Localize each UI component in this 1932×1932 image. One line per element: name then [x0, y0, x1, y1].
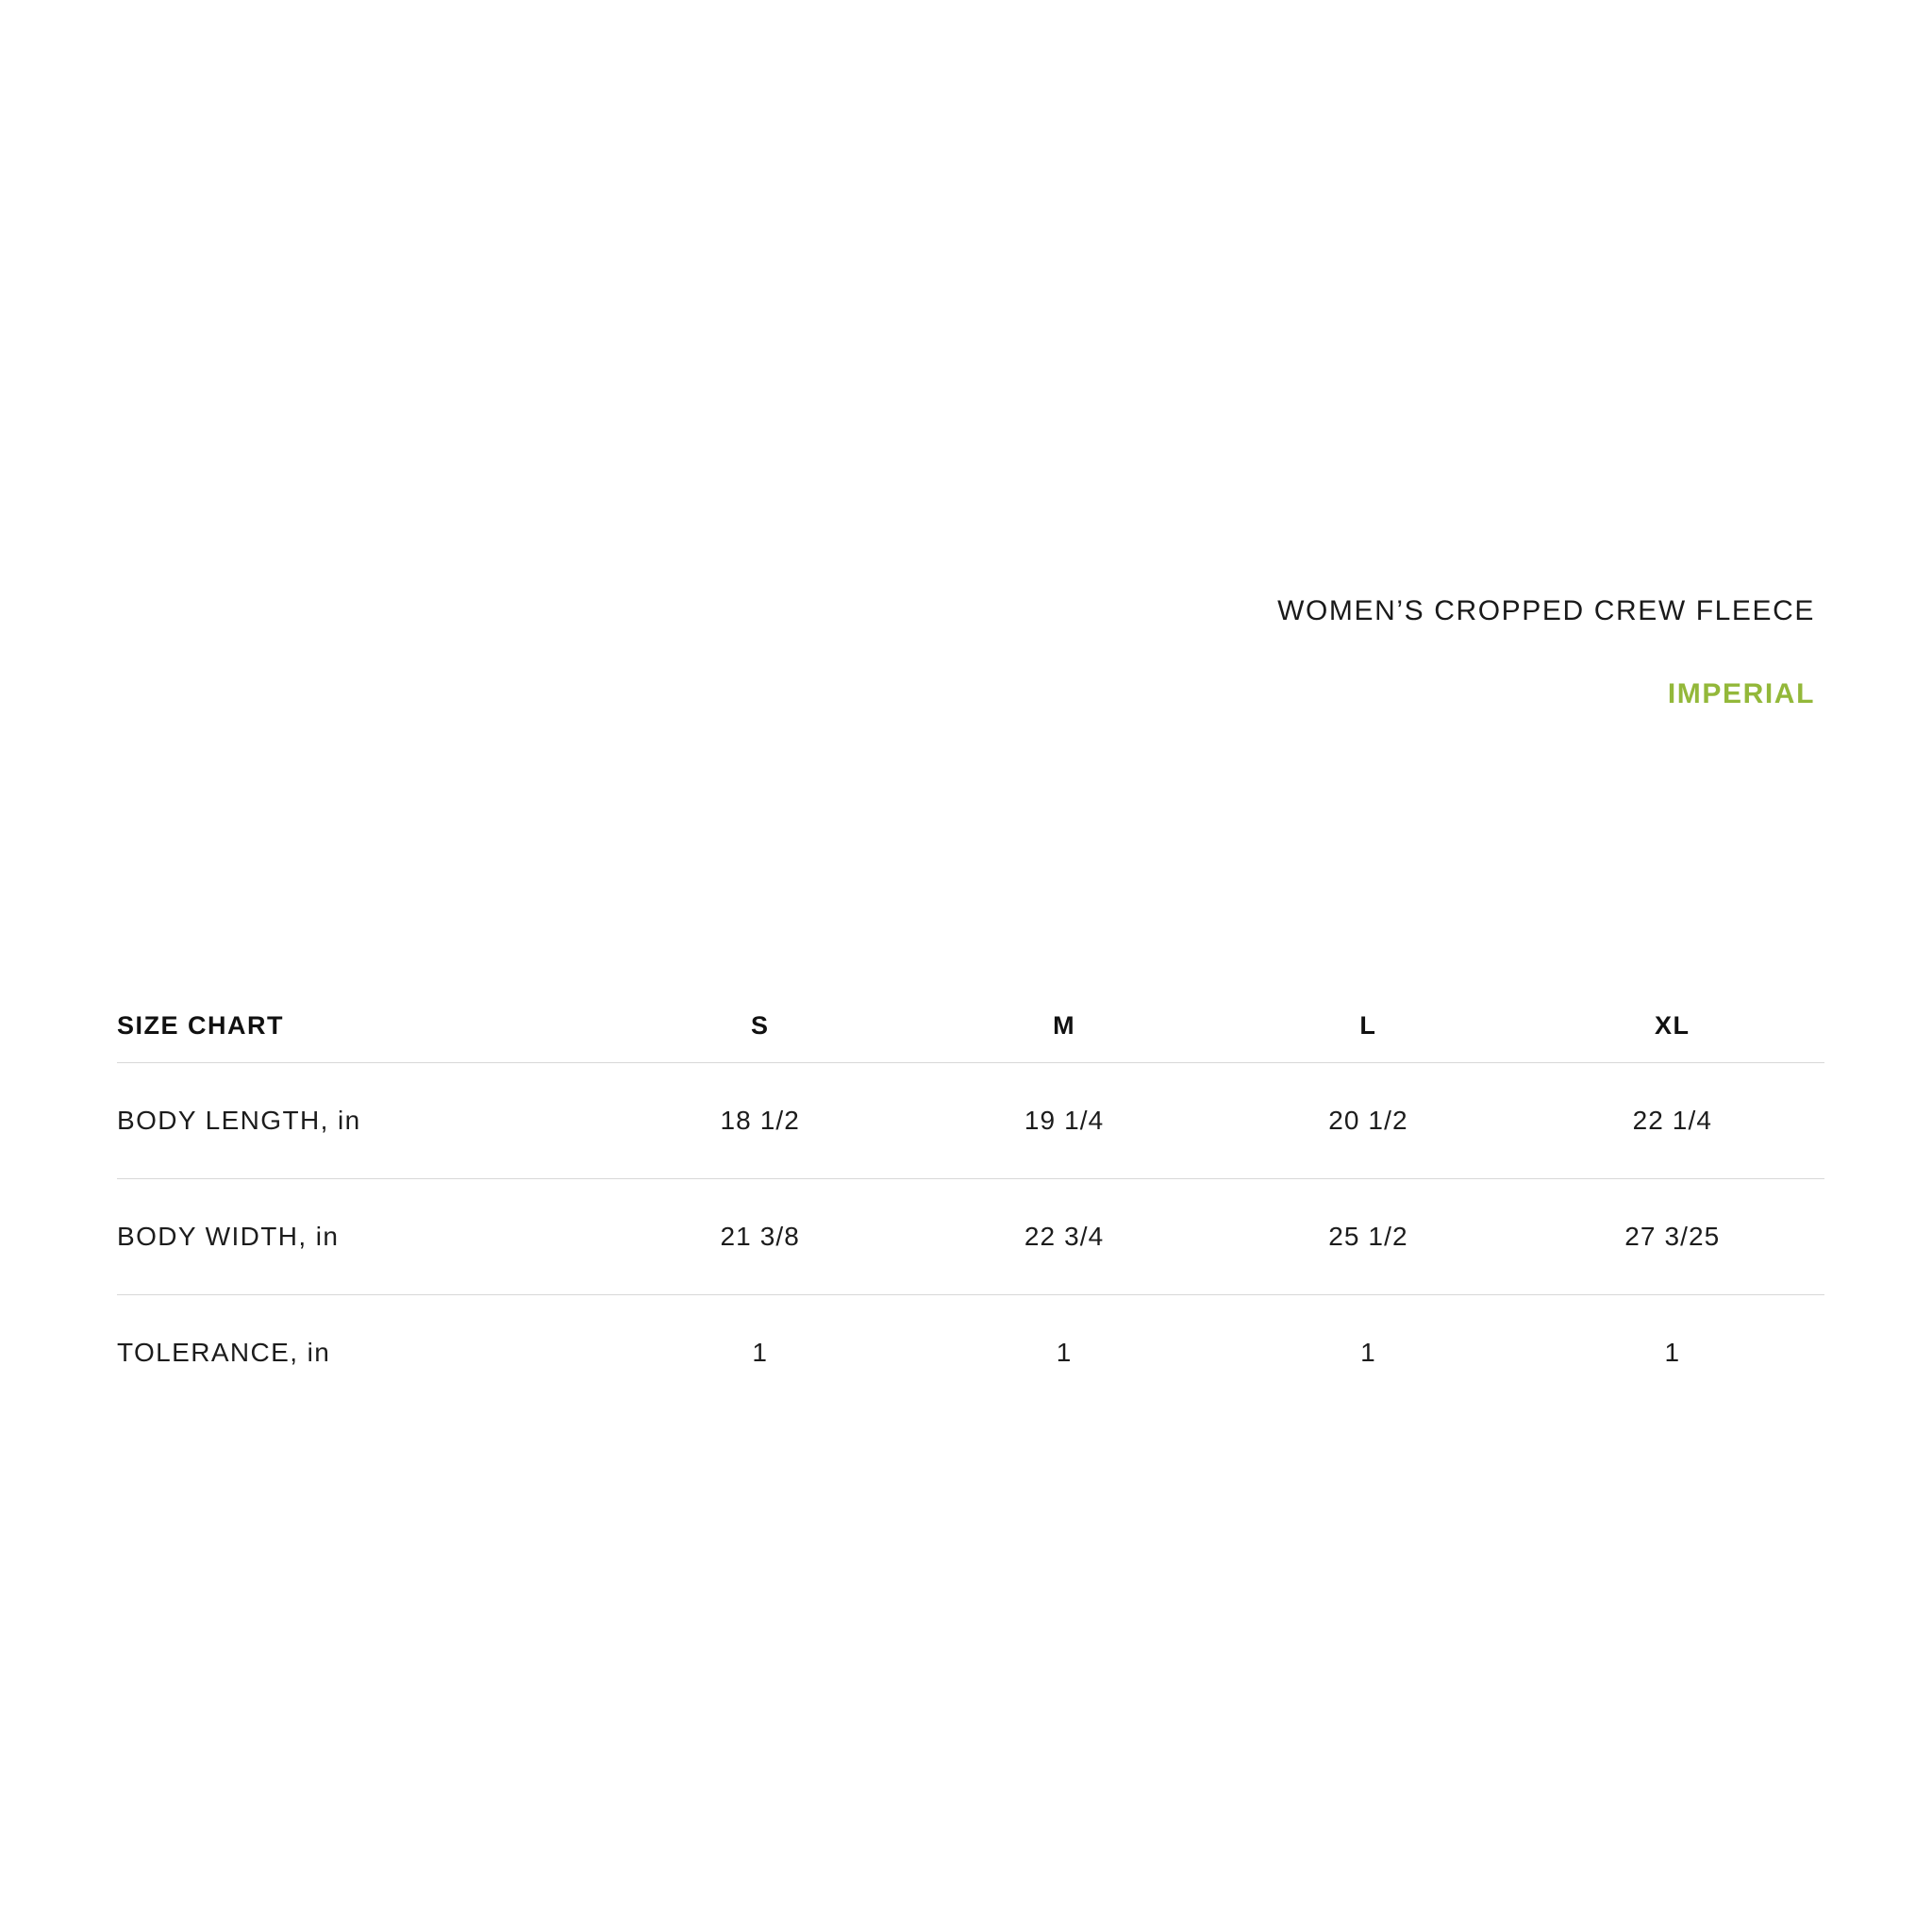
column-header-s: S	[608, 989, 912, 1063]
page-title: WOMEN’S CROPPED CREW FLEECE	[1277, 595, 1815, 626]
row-label-body-length: BODY LENGTH, in	[117, 1063, 608, 1179]
column-header-m: M	[912, 989, 1216, 1063]
column-header-size-chart: SIZE CHART	[117, 989, 608, 1063]
cell-body-width-l: 25 1/2	[1216, 1179, 1520, 1295]
size-chart-table	[117, 989, 1824, 1410]
table-row	[117, 1295, 1824, 1411]
cell-tolerance-xl: 1	[1664, 1338, 1681, 1367]
column-header-l: L	[1216, 989, 1520, 1063]
cell-tolerance-l: 1	[1360, 1338, 1376, 1367]
size-chart-table-wrap	[117, 989, 1824, 1410]
row-label-tolerance: TOLERANCE, in	[117, 1338, 331, 1367]
table-header-row	[117, 989, 1824, 1063]
cell-tolerance-m: 1	[1056, 1338, 1073, 1367]
cell-tolerance-s: 1	[752, 1338, 769, 1367]
cell-body-width-xl: 27 3/25	[1521, 1179, 1824, 1295]
column-header-xl: XL	[1521, 989, 1824, 1063]
cell-body-width-m: 22 3/4	[912, 1179, 1216, 1295]
cell-body-length-xl: 22 1/4	[1521, 1063, 1824, 1179]
table-row	[117, 1063, 1824, 1179]
cell-body-length-l: 20 1/2	[1216, 1063, 1520, 1179]
row-label-body-width: BODY WIDTH, in	[117, 1179, 608, 1295]
unit-system-label: IMPERIAL	[1667, 678, 1815, 709]
heading-block	[966, 594, 1815, 711]
cell-body-length-s: 18 1/2	[608, 1063, 912, 1179]
cell-body-length-m: 19 1/4	[912, 1063, 1216, 1179]
cell-body-width-s: 21 3/8	[608, 1179, 912, 1295]
table-row	[117, 1179, 1824, 1295]
